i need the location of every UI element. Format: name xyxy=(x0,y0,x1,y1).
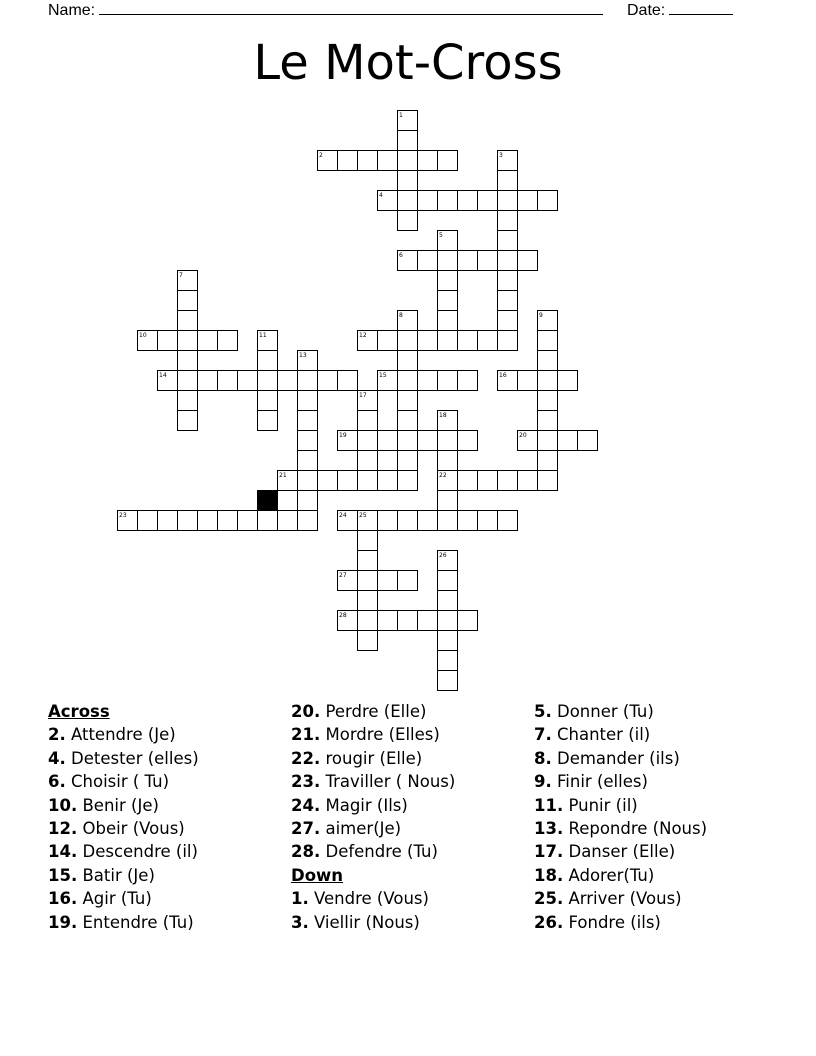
clue-number: 10. xyxy=(48,795,78,815)
down-clue-list-part-1 xyxy=(291,887,455,934)
grid-cell[interactable] xyxy=(478,331,498,351)
down-clue xyxy=(534,700,707,723)
grid-cell[interactable] xyxy=(498,231,518,251)
clue-text: Entendre (Tu) xyxy=(82,912,194,932)
grid-cell[interactable] xyxy=(238,371,258,391)
date-label: Date: xyxy=(627,2,666,19)
grid-cell[interactable] xyxy=(158,331,178,351)
grid-cell[interactable] xyxy=(218,511,238,531)
grid-cell[interactable] xyxy=(438,611,458,631)
across-clue xyxy=(48,864,199,887)
clue-number: 9. xyxy=(534,772,552,792)
grid-cell[interactable] xyxy=(418,251,438,271)
grid-cell[interactable] xyxy=(438,591,458,611)
clue-text: Demander (ils) xyxy=(557,748,680,768)
grid-cell[interactable] xyxy=(458,371,478,391)
grid-cell[interactable] xyxy=(358,591,378,611)
grid-cell[interactable] xyxy=(178,391,198,411)
clue-text: Descendre (il) xyxy=(82,842,198,862)
page-title: Le Mot-Cross xyxy=(253,35,563,91)
grid-cell[interactable] xyxy=(478,191,498,211)
grid-cell[interactable] xyxy=(258,511,278,531)
grid-cell[interactable] xyxy=(178,371,198,391)
grid-cell[interactable] xyxy=(458,431,478,451)
grid-cell[interactable] xyxy=(538,371,558,391)
grid-cell[interactable] xyxy=(478,511,498,531)
grid-clue-number: 2 xyxy=(319,152,323,159)
grid-clue-number: 21 xyxy=(279,472,287,479)
grid-clue-number: 24 xyxy=(339,512,347,519)
grid-cell[interactable] xyxy=(398,471,418,491)
grid-cell[interactable] xyxy=(398,171,418,191)
grid-cell[interactable] xyxy=(398,431,418,451)
grid-cell[interactable] xyxy=(538,471,558,491)
clue-number: 4. xyxy=(48,748,66,768)
clue-text: Perdre (Elle) xyxy=(325,702,427,721)
clue-text: Vendre (Vous) xyxy=(314,889,429,909)
grid-cell[interactable] xyxy=(398,511,418,531)
across-clue-list-part-1 xyxy=(48,723,199,934)
clue-number: 2. xyxy=(48,725,66,745)
grid-cell[interactable] xyxy=(438,191,458,211)
grid-cell[interactable] xyxy=(538,331,558,351)
grid-cell[interactable] xyxy=(498,271,518,291)
grid-cell[interactable] xyxy=(178,331,198,351)
grid-cell[interactable] xyxy=(278,511,298,531)
clue-column-1 xyxy=(48,700,199,934)
grid-cell[interactable] xyxy=(298,371,318,391)
grid-cell[interactable] xyxy=(438,511,458,531)
clue-number: 6. xyxy=(48,772,66,792)
grid-cell[interactable] xyxy=(318,471,338,491)
grid-cell[interactable] xyxy=(378,471,398,491)
grid-cell[interactable] xyxy=(438,311,458,331)
grid-cell[interactable] xyxy=(358,571,378,591)
clue-text: Defendre (Tu) xyxy=(325,842,438,862)
grid-cell[interactable] xyxy=(418,371,438,391)
grid-cell[interactable] xyxy=(258,411,278,431)
clue-text: Attendre (Je) xyxy=(71,725,176,745)
clue-number: 3. xyxy=(291,912,309,932)
across-clue xyxy=(48,887,199,910)
grid-cell[interactable] xyxy=(438,491,458,511)
across-clue xyxy=(48,770,199,793)
grid-cell[interactable] xyxy=(398,151,418,171)
clue-text: rougir (Elle) xyxy=(325,748,423,768)
across-clue xyxy=(48,794,199,817)
grid-cell[interactable] xyxy=(398,451,418,471)
grid-clue-number: 15 xyxy=(379,372,387,379)
clue-text: Batir (Je) xyxy=(82,865,155,885)
clue-number: 27. xyxy=(291,819,321,839)
grid-cell[interactable] xyxy=(398,611,418,631)
clue-number: 21. xyxy=(291,725,321,745)
grid-cell[interactable] xyxy=(538,351,558,371)
grid-cell[interactable] xyxy=(298,411,318,431)
grid-cell[interactable] xyxy=(538,411,558,431)
grid-cell[interactable] xyxy=(418,431,438,451)
across-clue xyxy=(291,840,455,863)
across-clue xyxy=(291,747,455,770)
grid-clue-number: 11 xyxy=(259,332,267,339)
grid-block-cell xyxy=(258,491,278,511)
grid-cell[interactable] xyxy=(398,571,418,591)
grid-cell[interactable] xyxy=(438,251,458,271)
grid-cell[interactable] xyxy=(478,471,498,491)
clue-number: 16. xyxy=(48,889,78,909)
grid-cell[interactable] xyxy=(438,331,458,351)
grid-clue-number: 10 xyxy=(139,332,147,339)
grid-cell[interactable] xyxy=(438,651,458,671)
grid-cell[interactable] xyxy=(198,331,218,351)
clue-number: 23. xyxy=(291,772,321,792)
grid-cell[interactable] xyxy=(398,391,418,411)
grid-cell[interactable] xyxy=(398,371,418,391)
grid-clue-number: 3 xyxy=(499,152,503,159)
grid-clue-number: 14 xyxy=(159,372,167,379)
clue-number: 18. xyxy=(534,865,564,885)
grid-clue-number: 17 xyxy=(359,392,367,399)
grid-cell[interactable] xyxy=(418,151,438,171)
across-clue xyxy=(48,840,199,863)
grid-cell[interactable] xyxy=(538,451,558,471)
grid-cell[interactable] xyxy=(298,451,318,471)
across-heading: Across xyxy=(48,702,110,721)
across-clue xyxy=(48,723,199,746)
clue-text: Donner (Tu) xyxy=(557,702,654,721)
grid-cell[interactable] xyxy=(418,611,438,631)
across-clue xyxy=(48,747,199,770)
clue-text: Chanter (il) xyxy=(557,725,651,745)
clue-text: Obeir (Vous) xyxy=(82,819,185,839)
grid-clue-number: 6 xyxy=(399,252,403,259)
clue-number: 12. xyxy=(48,819,78,839)
clue-number: 22. xyxy=(291,748,321,768)
grid-cell[interactable] xyxy=(358,431,378,451)
clue-number: 1. xyxy=(291,889,309,909)
grid-cell[interactable] xyxy=(458,251,478,271)
grid-clue-number: 8 xyxy=(399,312,403,319)
grid-cell[interactable] xyxy=(258,391,278,411)
grid-cell[interactable] xyxy=(498,291,518,311)
grid-cell[interactable] xyxy=(498,311,518,331)
grid-clue-number: 7 xyxy=(179,272,183,279)
grid-cell[interactable] xyxy=(518,191,538,211)
grid-cell[interactable] xyxy=(438,431,458,451)
grid-clue-number: 26 xyxy=(439,552,447,559)
clue-column-2 xyxy=(291,700,455,934)
clue-text: Mordre (Elles) xyxy=(325,725,440,745)
grid-clue-number: 4 xyxy=(379,192,383,199)
grid-cell[interactable] xyxy=(318,371,338,391)
grid-cell[interactable] xyxy=(538,391,558,411)
grid-cell[interactable] xyxy=(358,631,378,651)
clue-text: Viellir (Nous) xyxy=(314,912,420,932)
down-clue xyxy=(534,770,707,793)
grid-cell[interactable] xyxy=(358,551,378,571)
grid-cell[interactable] xyxy=(398,411,418,431)
grid-cell[interactable] xyxy=(218,371,238,391)
clue-text: Repondre (Nous) xyxy=(568,819,708,839)
grid-cell[interactable] xyxy=(178,411,198,431)
grid-cell[interactable] xyxy=(238,511,258,531)
grid-clue-number: 5 xyxy=(439,232,443,239)
grid-cell[interactable] xyxy=(398,211,418,231)
grid-cell[interactable] xyxy=(258,371,278,391)
down-clue xyxy=(534,817,707,840)
across-clue xyxy=(291,794,455,817)
clue-text: Adorer(Tu) xyxy=(568,865,655,885)
grid-cell[interactable] xyxy=(178,311,198,331)
clue-number: 20. xyxy=(291,702,321,721)
grid-cell[interactable] xyxy=(178,351,198,371)
clue-number: 13. xyxy=(534,819,564,839)
grid-clue-number: 20 xyxy=(519,432,527,439)
grid-cell[interactable] xyxy=(478,251,498,271)
grid-cell[interactable] xyxy=(438,571,458,591)
grid-cell[interactable] xyxy=(358,411,378,431)
down-clue-list-part-2 xyxy=(534,700,707,934)
grid-cell[interactable] xyxy=(378,611,398,631)
grid-clue-number: 12 xyxy=(359,332,367,339)
down-clue xyxy=(534,887,707,910)
grid-cell[interactable] xyxy=(458,191,478,211)
clue-number: 14. xyxy=(48,842,78,862)
down-clue xyxy=(534,723,707,746)
grid-cell[interactable] xyxy=(358,531,378,551)
grid-cell[interactable] xyxy=(518,471,538,491)
grid-cell[interactable] xyxy=(518,371,538,391)
grid-cell[interactable] xyxy=(298,391,318,411)
grid-cell[interactable] xyxy=(358,151,378,171)
clue-text: Choisir ( Tu) xyxy=(71,772,170,792)
across-clue xyxy=(48,817,199,840)
grid-clue-number: 28 xyxy=(339,612,347,619)
grid-cell[interactable] xyxy=(558,431,578,451)
grid-cell[interactable] xyxy=(438,371,458,391)
grid-clue-number: 27 xyxy=(339,572,347,579)
clue-column-3 xyxy=(534,700,707,934)
across-clue xyxy=(291,770,455,793)
grid-cell[interactable] xyxy=(438,291,458,311)
grid-cell[interactable] xyxy=(218,331,238,351)
grid-cell[interactable] xyxy=(198,371,218,391)
across-clue xyxy=(291,723,455,746)
clue-number: 11. xyxy=(534,795,564,815)
grid-cell[interactable] xyxy=(578,431,598,451)
clue-number: 24. xyxy=(291,795,321,815)
grid-cell[interactable] xyxy=(398,351,418,371)
clue-text: Magir (Ils) xyxy=(325,795,408,815)
grid-cell[interactable] xyxy=(418,331,438,351)
clue-number: 5. xyxy=(534,702,552,721)
clue-text: Benir (Je) xyxy=(82,795,159,815)
down-clue xyxy=(534,794,707,817)
grid-cell[interactable] xyxy=(338,471,358,491)
grid-clue-number: 13 xyxy=(299,352,307,359)
grid-cell[interactable] xyxy=(498,191,518,211)
grid-cell[interactable] xyxy=(338,371,358,391)
clue-text: Arriver (Vous) xyxy=(568,889,682,909)
grid-cell[interactable] xyxy=(258,351,278,371)
grid-cell[interactable] xyxy=(418,511,438,531)
grid-clue-number: 9 xyxy=(539,312,543,319)
down-clue xyxy=(534,911,707,934)
grid-clue-number: 18 xyxy=(439,412,447,419)
grid-cell[interactable] xyxy=(278,371,298,391)
clue-text: Agir (Tu) xyxy=(82,889,152,909)
clue-text: Finir (elles) xyxy=(557,772,648,792)
grid-clue-number: 19 xyxy=(339,432,347,439)
grid-cell[interactable] xyxy=(438,451,458,471)
clue-number: 25. xyxy=(534,889,564,909)
clue-text: Fondre (ils) xyxy=(568,912,661,932)
grid-cell[interactable] xyxy=(458,511,478,531)
across-clue-list-part-2 xyxy=(291,700,455,864)
grid-cell[interactable] xyxy=(378,151,398,171)
grid-cell[interactable] xyxy=(458,611,478,631)
across-clue xyxy=(48,911,199,934)
down-clue xyxy=(534,864,707,887)
down-heading: Down xyxy=(291,865,344,885)
clue-text: aimer(Je) xyxy=(325,819,402,839)
down-clue xyxy=(534,840,707,863)
grid-cell[interactable] xyxy=(178,291,198,311)
grid-cell[interactable] xyxy=(558,371,578,391)
grid-cell[interactable] xyxy=(358,451,378,471)
grid-cell[interactable] xyxy=(498,211,518,231)
grid-cell[interactable] xyxy=(358,471,378,491)
grid-cell[interactable] xyxy=(178,511,198,531)
name-label: Name: xyxy=(48,2,96,19)
clue-number: 7. xyxy=(534,725,552,745)
grid-cell[interactable] xyxy=(418,191,438,211)
grid-cell[interactable] xyxy=(398,131,418,151)
grid-cell[interactable] xyxy=(458,471,478,491)
clue-number: 15. xyxy=(48,865,78,885)
clue-text: Punir (il) xyxy=(568,795,638,815)
grid-cell[interactable] xyxy=(378,511,398,531)
grid-clue-number: 23 xyxy=(119,512,127,519)
grid-cell[interactable] xyxy=(438,631,458,651)
grid-cell[interactable] xyxy=(498,171,518,191)
grid-cell[interactable] xyxy=(498,511,518,531)
down-clue xyxy=(291,911,455,934)
grid-cell[interactable] xyxy=(298,491,318,511)
grid-cell[interactable] xyxy=(378,331,398,351)
clue-number: 8. xyxy=(534,748,552,768)
grid-cell[interactable] xyxy=(438,271,458,291)
grid-cell[interactable] xyxy=(158,511,178,531)
clue-text: Traviller ( Nous) xyxy=(325,772,456,792)
grid-cell[interactable] xyxy=(378,571,398,591)
grid-cell[interactable] xyxy=(398,191,418,211)
clue-text: Danser (Elle) xyxy=(568,842,676,862)
down-clue xyxy=(291,887,455,910)
grid-cell[interactable] xyxy=(398,331,418,351)
grid-cell[interactable] xyxy=(338,151,358,171)
grid-cell[interactable] xyxy=(358,611,378,631)
grid-clue-number: 22 xyxy=(439,472,447,479)
grid-cell[interactable] xyxy=(438,151,458,171)
grid-cell[interactable] xyxy=(378,431,398,451)
grid-cell[interactable] xyxy=(298,511,318,531)
grid-cell[interactable] xyxy=(438,671,458,691)
grid-cell[interactable] xyxy=(498,331,518,351)
clue-text: Detester (elles) xyxy=(71,748,199,768)
clue-number: 19. xyxy=(48,912,78,932)
grid-cell[interactable] xyxy=(458,331,478,351)
grid-clue-number: 16 xyxy=(499,372,507,379)
grid-cell[interactable] xyxy=(138,511,158,531)
clue-number: 26. xyxy=(534,912,564,932)
across-clue xyxy=(291,817,455,840)
grid-cell[interactable] xyxy=(298,471,318,491)
grid-cell[interactable] xyxy=(538,191,558,211)
clue-number: 17. xyxy=(534,842,564,862)
clue-number: 28. xyxy=(291,842,321,862)
down-clue xyxy=(534,747,707,770)
grid-clue-number: 1 xyxy=(399,112,403,119)
grid-clue-number: 25 xyxy=(359,512,367,519)
grid-cell[interactable] xyxy=(518,251,538,271)
grid-cell[interactable] xyxy=(498,471,518,491)
grid-cell[interactable] xyxy=(538,431,558,451)
grid-cell[interactable] xyxy=(298,431,318,451)
grid-cell[interactable] xyxy=(198,511,218,531)
grid-cell[interactable] xyxy=(498,251,518,271)
across-clue xyxy=(291,700,455,723)
